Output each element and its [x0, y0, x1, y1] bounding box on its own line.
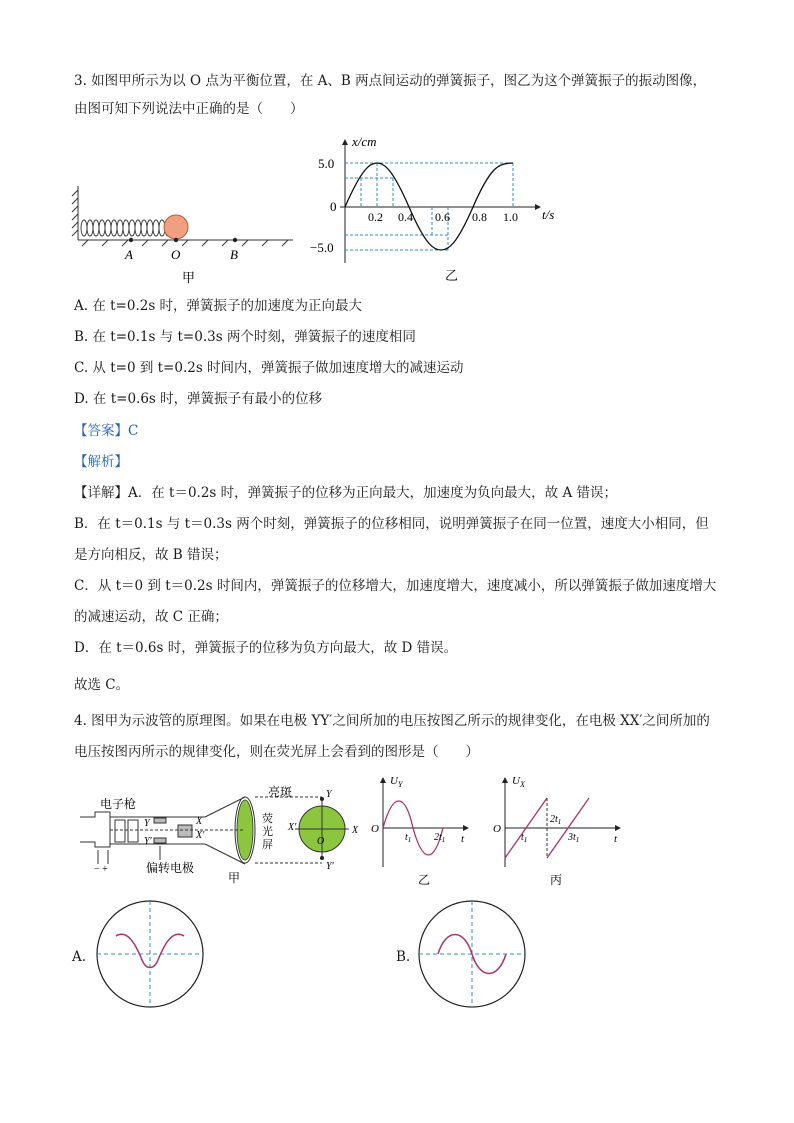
q3-spring-figure	[68, 180, 298, 290]
ux-t-label: t	[614, 833, 618, 845]
x-tick-1-0: 1.0	[503, 210, 518, 224]
q3-analysis-line2: B．在 t＝0.1s 与 t＝0.3s 两个时刻，弹簧振子的位移相同，说明弹簧振子在同一位置，速度大小相同，但	[74, 516, 709, 532]
q4-stem-line1: 4. 图甲为示波管的原理图。如果在电极 YY′之间所加的电压按图乙所示的规律变化，在电极 XX′之间所加的	[74, 713, 710, 729]
spring	[81, 220, 171, 236]
uy-t1-label: $t_1$	[405, 832, 412, 844]
q3-stem-line1: 3. 如图甲所示为以 O 点为平衡位置，在 A、B 两点间运动的弹簧振子，图乙为这个弹簧振子的振动图像，	[74, 73, 707, 89]
ux-3t1-label: $3t_1$	[568, 832, 580, 844]
plate-y-label: Y	[144, 818, 150, 829]
uy-2t1-label: $2t_1$	[434, 832, 446, 844]
ground	[78, 240, 293, 246]
y-tick-zero: 0	[330, 199, 337, 214]
screen-y-label: Y	[326, 789, 332, 800]
deflector-label: 偏转电极	[146, 861, 195, 875]
q4-option-b-figure	[416, 898, 528, 1010]
plate-x-prime-label: X′	[196, 830, 205, 841]
ux-axis-label: $U_X$	[512, 775, 525, 789]
q3-analysis-line5: 的减速运动，故 C 正确；	[74, 609, 228, 625]
plate-y-prime-label: Y′	[144, 836, 152, 847]
q4-ux-graph	[490, 772, 625, 887]
electron-gun-label: 电子枪	[100, 797, 137, 811]
q3-option-d: D. 在 t=0.6s 时，弹簧振子有最小的位移	[74, 391, 323, 407]
x-tick-0-4: 0.4	[398, 210, 413, 224]
q4-uy-graph	[368, 772, 473, 887]
fig-yi-caption-q4: 乙	[418, 873, 431, 887]
q3-analysis-line3: 是方向相反，故 B 错误；	[74, 547, 228, 563]
q4-stem-line2: 电压按图丙所示的规律变化，则在荧光屏上会看到的图形是（ ）	[74, 744, 479, 760]
q3-vibration-graph	[300, 128, 570, 288]
q4-option-a-label: A.	[72, 949, 87, 965]
screen-y-dot	[320, 797, 324, 801]
q3-analysis-line6: D．在 t＝0.6s 时，弹簧振子的位移为负方向最大，故 D 错误。	[74, 640, 458, 656]
q3-option-c: C. 从 t=0 到 t=0.2s 时间内，弹簧振子做加速度增大的减速运动	[74, 360, 464, 376]
plate-x-label: X	[196, 816, 203, 827]
ux-t1-label: $t_1$	[521, 832, 528, 844]
screen-char-2: 光	[262, 826, 273, 838]
q3-answer: 【答案】C	[74, 423, 139, 439]
ux-2t1-label: $2t_1$	[550, 814, 562, 826]
q4-option-b-label: B.	[396, 949, 411, 965]
point-o-label: O	[171, 247, 181, 262]
point-o-dot	[174, 238, 178, 242]
fig-yi-caption: 乙	[445, 268, 459, 283]
fig-bing-caption: 丙	[550, 873, 563, 887]
screen-char-3: 屏	[262, 839, 273, 851]
x-tick-0-8: 0.8	[472, 210, 487, 224]
screen-char-1: 荧	[262, 813, 273, 825]
y-tick-bottom: −5.0	[310, 240, 334, 255]
ball	[164, 215, 188, 239]
q3-analysis-heading: 【解析】	[74, 454, 128, 470]
y-tick-top: 5.0	[318, 156, 335, 171]
q3-analysis-line4: C．从 t＝0 到 t＝0.2s 时间内，弹簧振子的位移增大，加速度增大，速度减小，所以弹簧振子做加速度增大	[74, 578, 717, 594]
gun-lead-minus: − +	[94, 864, 108, 875]
screen-y-prime-dot	[320, 856, 324, 860]
screen-y-prime-label: Y′	[326, 861, 334, 872]
screen-o-label: O	[317, 836, 325, 847]
uy-origin-label: O	[371, 823, 379, 835]
q3-option-b: B. 在 t=0.1s 与 t=0.3s 两个时刻，弹簧振子的速度相同	[74, 329, 416, 345]
screen-x-prime-label: X′	[288, 822, 297, 833]
q3-stem-line2: 由图可知下列说法中正确的是（ ）	[74, 101, 304, 117]
wall	[72, 186, 78, 240]
q3-analysis-line1: 【详解】A．在 t＝0.2s 时，弹簧振子的位移为正向最大，加速度为负向最大，故 A 错误；	[74, 485, 617, 501]
point-b-dot	[233, 238, 237, 242]
uy-axis-label: $U_Y$	[390, 775, 403, 789]
point-b-label: B	[230, 247, 238, 262]
point-a-label: A	[125, 247, 133, 262]
fig-jia-caption-q4: 甲	[228, 871, 241, 885]
q4-option-a-figure	[94, 898, 206, 1010]
q3-option-a: A. 在 t=0.2s 时，弹簧振子的加速度为正向最大	[74, 298, 363, 314]
x-tick-0-2: 0.2	[368, 210, 383, 224]
q3-analysis-conclusion: 故选 C。	[74, 677, 130, 693]
y-axis-label: x/cm	[352, 134, 377, 149]
screen-x-label: X	[352, 825, 359, 836]
x-axis-label: t/s	[542, 207, 555, 222]
q4-oscilloscope-figure	[70, 772, 370, 887]
uy-t-label: t	[461, 833, 465, 845]
ux-origin-label: O	[493, 823, 501, 835]
x-tick-0-6: 0.6	[435, 210, 450, 224]
bright-spot-label: 亮斑	[268, 785, 293, 799]
point-a-dot	[129, 238, 133, 242]
fig-jia-caption: 甲	[182, 270, 196, 285]
